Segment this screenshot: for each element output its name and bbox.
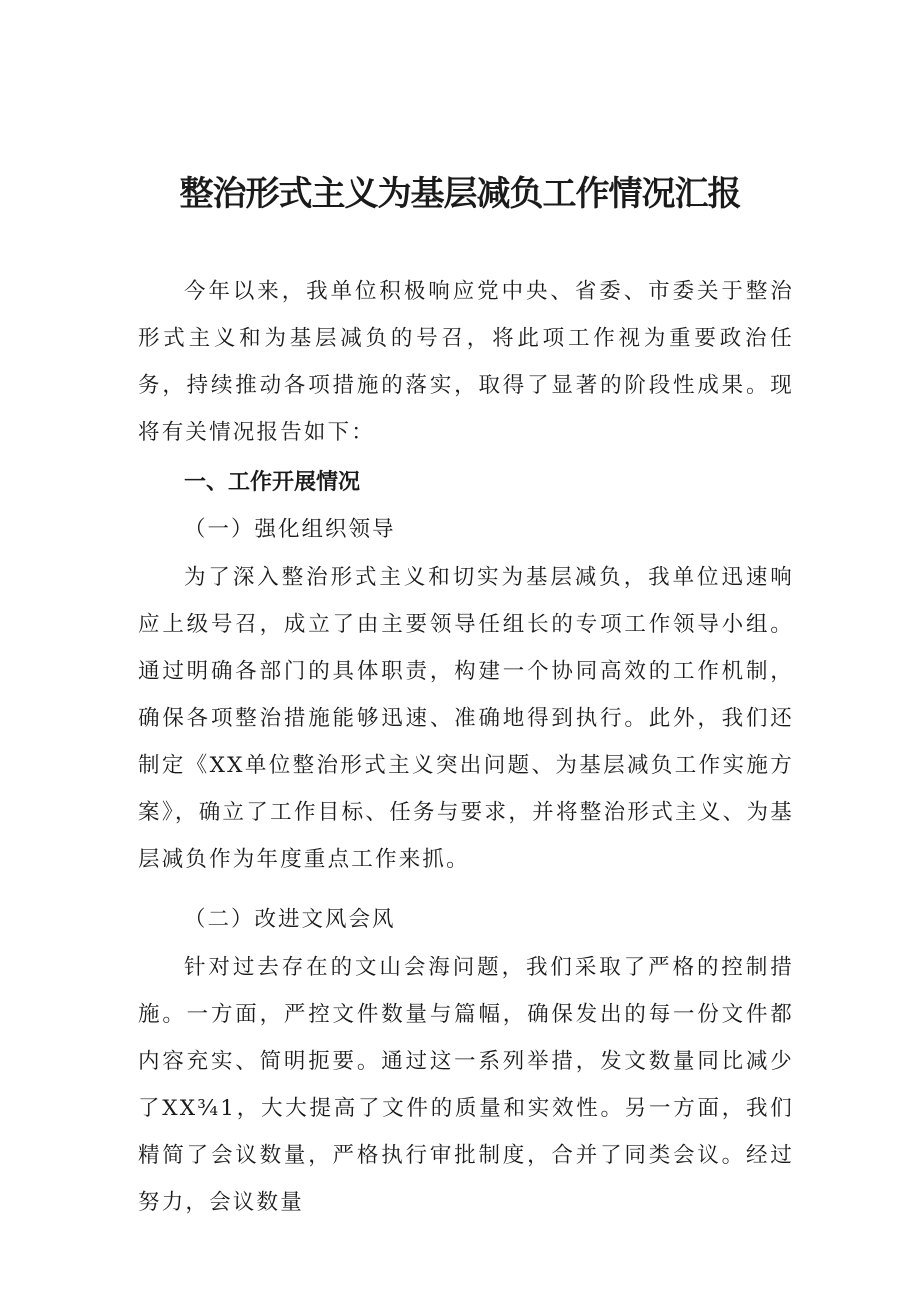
document-title: 整治形式主义为基层减负工作情况汇报 <box>179 174 741 214</box>
writing-meeting-style-paragraph: 针对过去存在的文山会海问题，我们采取了严格的控制措施。一方面，严控文件数量与篇幅，确保发出的每一份文件都内容充实、简明扼要。通过这一系列举措，发文数量同比减少了XX¾1，大大提高了文件的质量和实效性。另一方面，我们精简了会议数量，严格执行审批制度，合并了同类会议。经过努力，会议数量 <box>138 955 794 1215</box>
subsection-heading-writing-meeting-style: （二）改进文风会风 <box>184 907 396 932</box>
section-heading-work-progress: 一、工作开展情况 <box>184 470 361 495</box>
leadership-paragraph: 为了深入整治形式主义和切实为基层减负，我单位迅速响应上级号召，成立了由主要领导任组长的专项工作领导小组。通过明确各部门的具体职责，构建一个协同高效的工作机制，确保各项整治措施能够迅速、准确地得到执行。此外，我们还制定《XX单位整治形式主义突出问题、为基层减负工作实施方案》，确立了工作目标、任务与要求，并将整治形式主义、为基层减负作为年度重点工作来抓。 <box>138 565 794 872</box>
intro-paragraph: 今年以来，我单位积极响应党中央、省委、市委关于整治形式主义和为基层减负的号召，将此项工作视为重要政治任务，持续推动各项措施的落实，取得了显著的阶段性成果。现将有关情况报告如下： <box>138 279 794 445</box>
subsection-heading-leadership: （一）强化组织领导 <box>184 517 396 542</box>
